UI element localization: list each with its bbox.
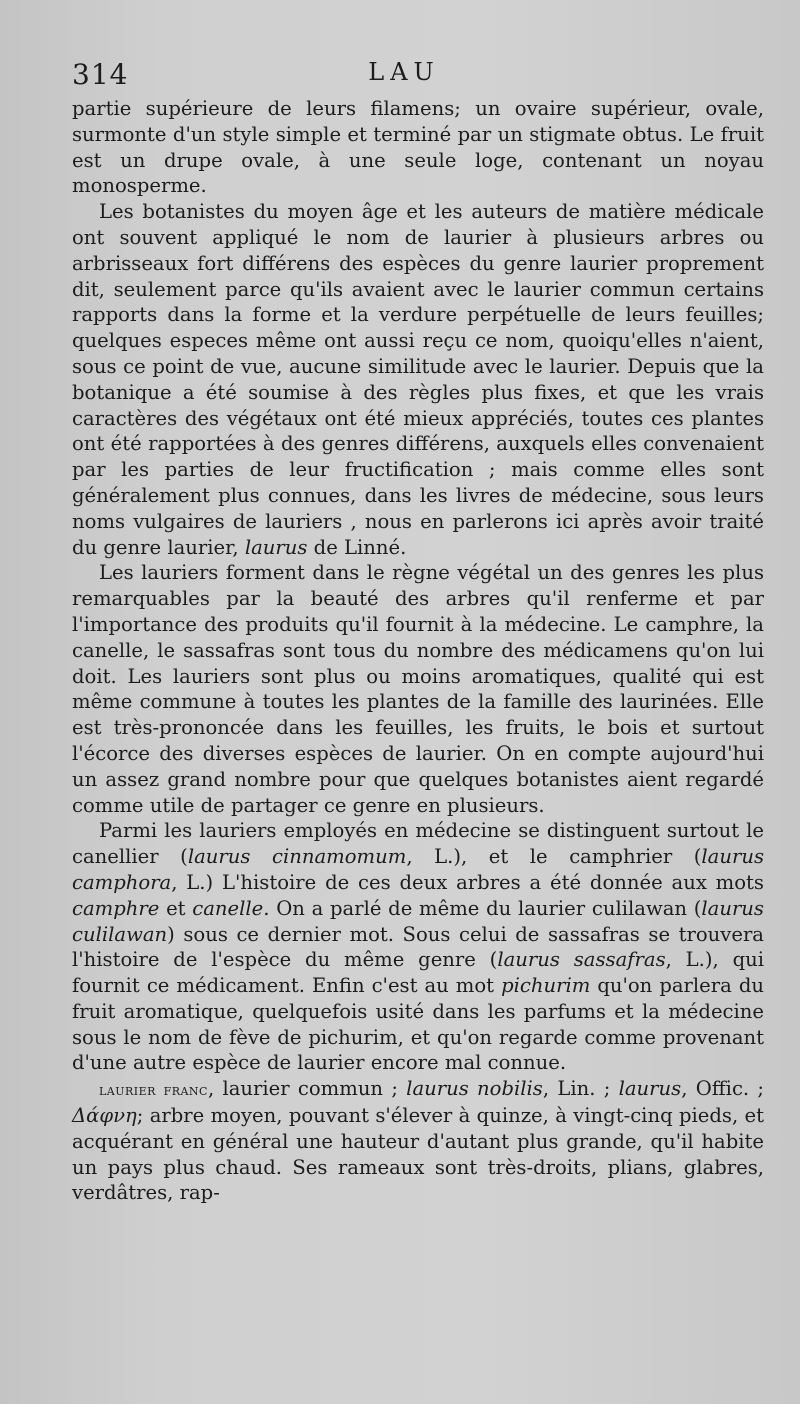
text-run: On a parlé de même du laurier culilawan ( — [269, 896, 702, 920]
text-run: , laurier commun ; — [207, 1077, 407, 1101]
italic-term: laurus sassafras — [497, 948, 666, 972]
text-run: Parmi les lauriers employés en médecine se distinguent surtout le canellier ( — [72, 819, 764, 869]
text-run: , Offic. ; — [681, 1077, 764, 1101]
italic-term: pichurim — [501, 974, 591, 998]
paragraph-text: partie supérieure de leurs filamens; un ovaire supérieur, ovale, surmonte d'un style simple et terminé par un stigmate obtus. Le fruit est un drupe ovale, à une seule loge, contenant un noyau monosperme. — [72, 97, 764, 198]
italic-term: laurus camphora — [72, 845, 764, 894]
text-run: ) sous ce dernier mot. Sous celui de sassafras se trouvera l'histoire de l'espèce du même genre ( — [72, 922, 764, 972]
running-head: LAU — [368, 58, 440, 86]
text-run: , L.) L'histoire de ces deux arbres a été donnée aux mots — [171, 870, 764, 894]
text-run: et — [159, 896, 193, 920]
text-run: , Lin. ; — [542, 1077, 619, 1101]
italic-term: laurus culilawan — [72, 896, 764, 946]
paragraph-continuation — [72, 96, 764, 199]
italic-term: laurus — [618, 1077, 682, 1101]
paragraph-laurier-franc — [72, 1076, 764, 1206]
text-run: , L.), qui fournit ce médicament. Enfin c'est au mot — [72, 948, 764, 998]
paragraph-text: de Linné. — [313, 535, 407, 559]
text-run: ; arbre moyen, pouvant s'élever à quinze, à vingt-cinq pieds, et acquérant en général une hauteur d'autant plus grande, qu'il habite un pays plus chaud. Ses rameaux sont très-droits, plians, glabres, verdâtres, rap- — [72, 1104, 764, 1205]
italic-term: laurus nobilis — [406, 1077, 543, 1101]
italic-term: laurus — [244, 535, 308, 559]
italic-term: laurus cinnamomum — [187, 845, 407, 869]
page-header — [72, 58, 736, 92]
body-text — [72, 96, 764, 1206]
italic-term: canelle. — [192, 896, 270, 920]
italic-term: camphre — [72, 896, 160, 920]
text-run: , L.), et le camphrier ( — [406, 845, 702, 869]
greek-term: Δάφνη — [72, 1104, 137, 1128]
paragraph-lauriers — [72, 560, 764, 818]
text-run: qu'on parlera du fruit aromatique, quelquefois usité dans les parfums et la médecine sous le nom de fève de pichurim, et qu'on regarde comme provenant d'une autre espèce de laurier encore mal connue. — [72, 974, 764, 1075]
paragraph-parmi — [72, 818, 764, 1076]
entry-headword: laurier franc — [99, 1080, 208, 1100]
paragraph-botanistes — [72, 199, 764, 560]
paragraph-text: Les botanistes du moyen âge et les auteurs de matière médicale ont souvent appliqué le nom de laurier à plusieurs arbres ou arbrisseaux fort différens des espèces du genre laurier proprement dit, seulement parce qu'ils avaient avec le laurier commun certains rapports dans la forme et la verdure perpétuelle de leurs feuilles; quelques especes même ont aussi reçu ce nom, quoiqu'elles n'aient, sous ce point de vue, aucune similitude avec le laurier. Depuis que la botanique a été soumise à des règles plus fixes, et que les vrais caractères des végétaux ont été mieux appréciés, toutes ces plantes ont été rapportées à des genres différens, auxquels elles convenaient par les parties de leur fructification ; mais comme elles sont généralement plus connues, dans les livres de médecine, sous leurs noms vulgaires de lauriers , nous en parlerons ici après avoir traité du genre laurier, — [72, 200, 764, 559]
page-number: 314 — [72, 58, 129, 91]
paragraph-text: Les lauriers forment dans le règne végétal un des genres les plus remarquables par la beauté des arbres qu'il renferme et par l'importance des produits qu'il fournit à la médecine. Le camphre, la canelle, le sassafras sont tous du nombre des médicamens qu'on lui doit. Les lauriers sont plus ou moins aromatiques, qualité qui est même commune à toutes les plantes de la famille des laurinées. Elle est très-prononcée dans les feuilles, les fruits, le bois et surtout l'écorce des diverses espèces de laurier. On en compte aujourd'hui un assez grand nombre pour que quelques botanistes aient regardé comme utile de partager ce genre en plusieurs. — [72, 561, 764, 817]
